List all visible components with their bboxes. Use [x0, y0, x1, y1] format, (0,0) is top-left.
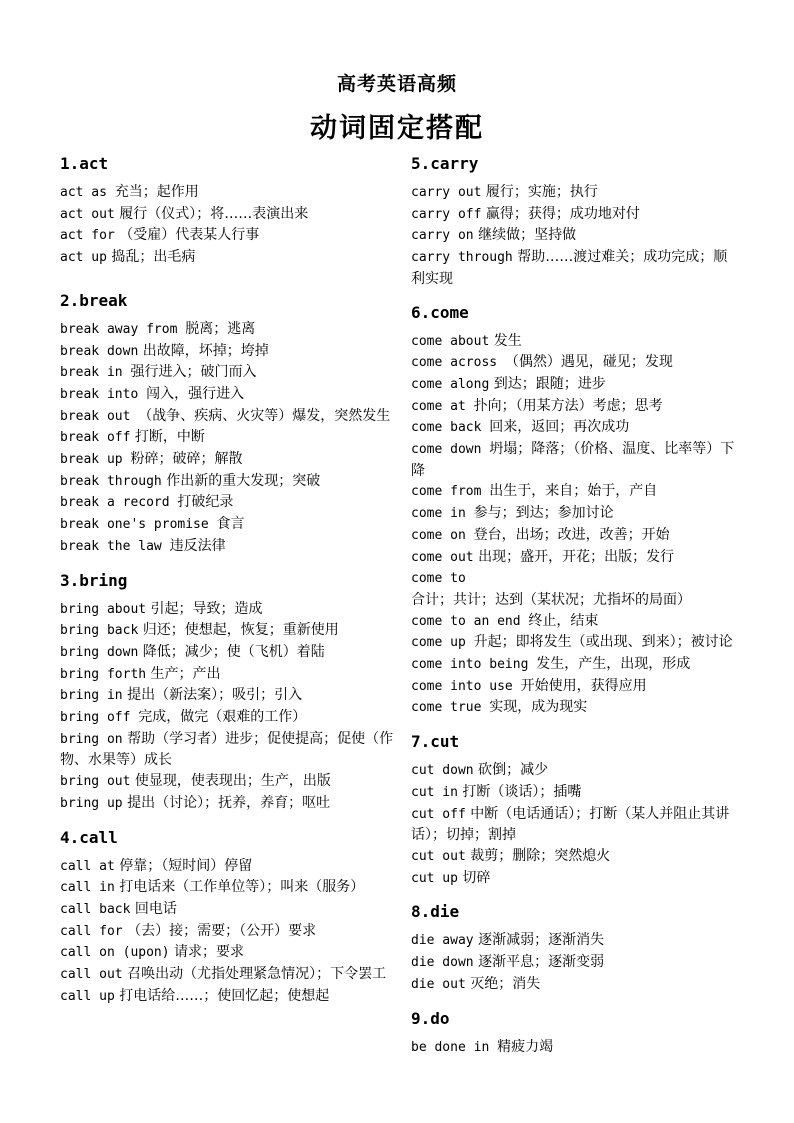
phrase-meaning: 出故障，坏掉；垮掉 [138, 342, 269, 359]
phrase-text: call back [60, 901, 131, 917]
phrase-entry [60, 599, 395, 621]
verb-section [411, 299, 741, 720]
phrase-meaning: 切碎 [457, 869, 491, 886]
phrase-entry [411, 525, 741, 547]
phrase-entry [60, 384, 395, 406]
phrase-text: act for [60, 228, 115, 244]
phrase-text: die down [411, 955, 474, 971]
phrase-entry [411, 632, 741, 654]
section-heading: 3.bring [60, 570, 128, 590]
phrase-meaning: 生产；产出 [146, 665, 221, 682]
phrase-text: be done in [411, 1039, 498, 1055]
phrase-meaning: 发生，产生，出现，形成 [536, 656, 691, 673]
phrase-meaning: 回电话 [130, 900, 177, 917]
phrase-entry [411, 331, 741, 353]
phrase-text: break in [60, 365, 131, 381]
phrase-entry [60, 921, 395, 943]
phrase-meaning: 粉碎；破碎；解散 [130, 451, 243, 468]
phrase-meaning: （战争、疾病、火灾等）爆发，突然发生 [138, 407, 391, 424]
right-column [411, 150, 741, 1058]
phrase-text: come back [411, 420, 490, 436]
phrase-meaning: 提出（讨论）；抚养，养育；呕吐 [122, 794, 331, 811]
section-heading: 8.die [411, 902, 460, 922]
verb-section [60, 150, 395, 269]
phrase-meaning: 到达；跟随；进步 [489, 375, 606, 392]
phrase-entry [60, 707, 395, 729]
section-heading: 4.call [60, 827, 118, 847]
verb-section [411, 898, 741, 995]
phrase-text: bring about [60, 601, 147, 617]
verb-section [411, 150, 741, 290]
phrase-text: break into [60, 386, 147, 402]
phrase-text: call for [60, 923, 123, 939]
phrase-entry [60, 319, 395, 341]
phrase-text: cut down [411, 763, 474, 779]
phrase-text: come at [411, 398, 474, 414]
phrase-text: come into use [411, 678, 521, 694]
left-column [60, 150, 395, 1008]
section-spacer [60, 558, 395, 567]
phrase-entry [60, 899, 395, 921]
phrase-entry [60, 406, 395, 428]
phrase-meaning: 停靠；（短时间）停留 [114, 857, 253, 874]
phrase-entry [411, 697, 741, 719]
phrase-entry [411, 676, 741, 698]
section-heading: 5.carry [411, 154, 479, 173]
phrase-text: break through [60, 473, 162, 489]
phrase-text: come down [411, 442, 490, 458]
phrase-meaning: 打电话来（工作单位等）；叫来（服务） [114, 879, 365, 896]
phrase-entry [411, 417, 741, 439]
phrase-meaning: 发生 [489, 332, 522, 349]
phrase-entry [411, 352, 741, 374]
phrase-entry [411, 396, 741, 418]
phrase-meaning: 提出（新法案）；吸引；引入 [122, 687, 303, 704]
phrase-text: break down [60, 343, 139, 359]
phrase-text: bring in [60, 688, 123, 704]
phrase-entry [411, 654, 741, 676]
section-heading: 7.cut [411, 732, 460, 752]
phrase-text: carry out [411, 185, 482, 200]
phrase-text: break away from [60, 321, 186, 337]
phrase-entry [411, 182, 741, 204]
phrase-meaning: 捣乱；出毛病 [106, 249, 196, 266]
phrase-text: cut out [411, 848, 466, 864]
phrase-text: bring up [60, 795, 123, 811]
phrase-text: break one's promise [60, 517, 217, 533]
phrase-meaning: 逐渐减弱；逐渐消失 [473, 932, 605, 949]
phrase-entry [60, 514, 395, 536]
phrase-meaning: 开始使用，获得应用 [520, 677, 647, 694]
phrase-entry [60, 471, 395, 493]
phrase-text: bring down [60, 644, 139, 660]
phrase-meaning: 出生于，来自；始于，产自 [489, 483, 658, 500]
phrase-entry [411, 439, 741, 481]
phrase-meaning: 打破纪录 [177, 494, 234, 511]
phrase-text: come out [411, 549, 474, 565]
phrase-text: cut in [411, 784, 458, 800]
phrase-entry [60, 942, 395, 964]
phrase-meaning: 帮助（学习者）进步；促使提高；促使（作物、水果等）成长 [60, 730, 394, 769]
phrase-entry [60, 793, 395, 815]
phrase-entry [411, 204, 741, 226]
phrase-text: come in [411, 506, 474, 522]
phrase-meaning: 回来，返回；再次成功 [489, 419, 630, 436]
phrase-meaning: 降低；减少；使（飞机）着陆 [138, 643, 325, 660]
phrase-meaning: 食言 [216, 516, 245, 533]
phrase-text: act out [60, 206, 115, 222]
phrase-text: carry off [411, 206, 482, 222]
phrase-entry [411, 868, 741, 890]
document-title: 高考英语高频 [336, 73, 457, 95]
phrase-meaning: 帮助……渡过难关；成功完成；顺利实现 [411, 249, 728, 287]
phrase-meaning: 裁剪；删除；突然熄火 [465, 847, 611, 864]
phrase-entry [60, 877, 395, 899]
phrase-meaning: 升起；即将发生（或出现、到来）；被讨论 [473, 634, 733, 651]
phrase-text: bring out [60, 774, 131, 790]
phrase-meaning: 强行进入；破门而入 [130, 364, 257, 381]
phrase-entry [411, 1037, 741, 1059]
phrase-meaning: 脱离；逃离 [185, 320, 256, 337]
phrase-meaning: 充当；起作用 [114, 184, 199, 200]
phrase-meaning: （去）接；需要；（公开）要求 [122, 922, 317, 939]
phrase-entry [60, 986, 395, 1008]
phrase-entry [411, 225, 741, 247]
phrase-text: cut off [411, 806, 466, 822]
phrase-meaning: 引起；导致；造成 [146, 600, 263, 617]
phrase-entry [60, 642, 395, 664]
phrase-text: come on [411, 527, 474, 543]
phrase-meaning: 违反法律 [169, 537, 226, 554]
phrase-text: come up [411, 635, 474, 651]
phrase-meaning: 打电话给……；使回忆起；使想起 [114, 987, 330, 1004]
phrase-entry [60, 685, 395, 707]
phrase-text: call at [60, 858, 115, 874]
document-subtitle: 动词固定搭配 [310, 113, 484, 144]
phrase-entry [60, 449, 395, 471]
phrase-text: bring on [60, 731, 123, 747]
phrase-entry [60, 664, 395, 686]
phrase-meaning: 作出新的重大发现；突破 [161, 472, 321, 489]
phrase-meaning: 出现；盛开，开花；出版；发行 [473, 548, 675, 565]
phrase-meaning: 打断，中断 [130, 429, 205, 446]
phrase-entry [411, 846, 741, 868]
phrase-text: come from [411, 484, 490, 500]
phrase-entry [60, 771, 395, 793]
phrase-text: break the law [60, 538, 170, 554]
phrase-meaning: 继续做；坚持做 [473, 227, 577, 244]
phrase-text: bring off [60, 710, 139, 726]
phrase-text: bring back [60, 623, 139, 639]
phrase-text: call out [60, 967, 123, 983]
phrase-text: break a record [60, 495, 178, 511]
phrase-entry [60, 341, 395, 363]
section-spacer [60, 269, 395, 287]
phrase-meaning: 灭绝；消失 [465, 975, 541, 992]
phrase-entry [60, 225, 395, 247]
phrase-meaning: 终止，结束 [528, 612, 599, 629]
phrase-entry [60, 427, 395, 449]
phrase-meaning: 精疲力竭 [497, 1038, 554, 1055]
phrase-text: die away [411, 933, 474, 949]
phrase-meaning: 中断（电话通话）；打断（某人并阻止其讲话）；切掉；割掉 [411, 805, 730, 844]
phrase-entry [60, 204, 395, 226]
verb-section [60, 287, 395, 558]
phrase-meaning: 使显现，使表现出；生产，出版 [130, 773, 331, 790]
phrase-entry [60, 856, 395, 878]
verb-section [411, 728, 741, 889]
phrase-meaning: 召唤出动（尤指处理紧急情况）；下令罢工 [122, 966, 387, 983]
phrase-meaning: （偶然）遇见，碰见；发现 [504, 354, 673, 371]
phrase-meaning: 请求；要求 [169, 944, 245, 961]
section-spacer [411, 996, 741, 1005]
phrase-text: cut up [411, 870, 458, 886]
phrase-entry [411, 952, 741, 974]
phrase-meaning: 履行；实施；执行 [481, 184, 598, 200]
phrase-meaning: 砍倒；减少 [473, 762, 549, 779]
phrase-entry [411, 974, 741, 996]
phrase-entry [411, 930, 741, 952]
phrase-meaning: 履行（仪式）；将……表演出来 [114, 205, 309, 222]
phrase-meaning: 打断（谈话）；插嘴 [457, 783, 582, 800]
phrase-meaning: （受雇）代表某人行事 [114, 227, 260, 244]
phrase-entry [411, 547, 741, 569]
section-spacer [60, 815, 395, 824]
phrase-entry [411, 568, 741, 610]
phrase-text: come along [411, 376, 490, 392]
phrase-text: come into being [411, 657, 537, 673]
phrase-meaning: 参与；到达；参加讨论 [473, 505, 614, 522]
phrase-entry [411, 247, 741, 289]
phrase-meaning: 实现，成为现实 [489, 699, 588, 716]
phrase-entry [60, 247, 395, 269]
phrase-entry [411, 503, 741, 525]
phrase-meaning: 归还；使想起，恢复；重新使用 [138, 622, 339, 639]
phrase-text: carry on [411, 228, 474, 244]
phrase-entry [60, 620, 395, 642]
phrase-text: break out [60, 408, 139, 424]
phrase-text: die out [411, 976, 466, 992]
phrase-entry [60, 362, 395, 384]
phrase-entry [411, 481, 741, 503]
verb-section [60, 567, 395, 815]
section-heading: 1.act [60, 154, 109, 173]
phrase-entry [411, 611, 741, 633]
phrase-text: come about [411, 333, 490, 349]
phrase-text: come to [411, 571, 466, 587]
phrase-text: call on (upon) [60, 945, 170, 961]
phrase-text: bring forth [60, 666, 147, 682]
phrase-meaning: 坍塌；降落；（价格、温度、比率等）下降 [411, 441, 735, 479]
section-spacer [411, 889, 741, 898]
phrase-entry [60, 182, 395, 204]
phrase-meaning: 登台，出场；改进，改善；开始 [473, 526, 670, 543]
phrase-text: call up [60, 988, 115, 1004]
phrase-text: come across [411, 355, 505, 371]
phrase-text: call in [60, 880, 115, 896]
phrase-entry [411, 782, 741, 804]
phrase-text: break up [60, 452, 131, 468]
phrase-entry [60, 536, 395, 558]
phrase-meaning: 逐渐平息；逐渐变弱 [473, 954, 605, 971]
phrase-text: come to an end [411, 613, 529, 629]
phrase-entry [60, 964, 395, 986]
phrase-entry [411, 804, 741, 846]
section-heading: 6.come [411, 302, 469, 322]
section-spacer [411, 719, 741, 728]
phrase-text: act as [60, 185, 115, 200]
phrase-meaning: 合计；共计；达到（某状况；尤指坏的局面） [411, 591, 691, 608]
phrase-entry [60, 729, 395, 771]
phrase-entry [60, 492, 395, 514]
phrase-meaning: 闯入，强行进入 [146, 385, 245, 402]
verb-section [60, 824, 395, 1008]
phrase-meaning: 完成，做完（艰难的工作） [138, 709, 307, 726]
phrase-text: come true [411, 700, 490, 716]
phrase-text: break off [60, 430, 131, 446]
verb-section [411, 1005, 741, 1059]
phrase-entry [411, 374, 741, 396]
phrase-text: carry through [411, 250, 513, 266]
section-heading: 2.break [60, 290, 128, 310]
phrase-meaning: 赢得；获得；成功地对付 [481, 205, 640, 222]
phrase-text: act up [60, 250, 107, 266]
section-spacer [411, 290, 741, 299]
phrase-meaning: 扑向；（用某方法）考虑；思考 [473, 397, 663, 414]
section-heading: 9.do [411, 1008, 450, 1028]
phrase-entry [411, 760, 741, 782]
